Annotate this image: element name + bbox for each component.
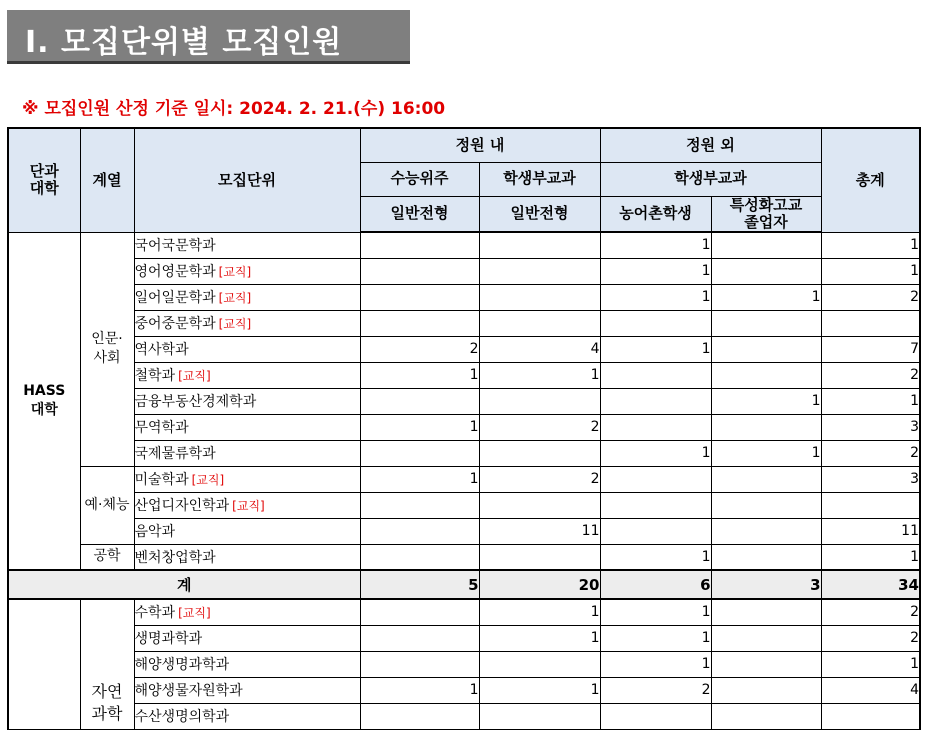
table-row <box>8 518 920 544</box>
suneung-count <box>360 258 479 284</box>
rural-subtotal: 6 <box>600 570 711 599</box>
total-count: 2 <box>821 284 920 310</box>
student-record-count <box>479 284 600 310</box>
suneung-count <box>360 544 479 570</box>
unit-name: 국어국문학과 <box>134 238 216 254</box>
rural-count <box>600 388 711 414</box>
teaching-tag: [교직] <box>191 473 225 487</box>
special-hs-count <box>711 677 821 703</box>
special-hs-count <box>711 599 821 625</box>
header-unit: 모집단위 <box>134 128 360 232</box>
field-cell <box>80 466 134 544</box>
unit-name-cell <box>134 336 360 362</box>
suneung-count <box>360 518 479 544</box>
total-count: 2 <box>821 362 920 388</box>
table-row <box>8 414 920 440</box>
header-general-2: 일반전형 <box>479 196 600 232</box>
student-record-subtotal: 20 <box>479 570 600 599</box>
header-total: 총계 <box>821 128 920 232</box>
rural-count <box>600 703 711 729</box>
suneung-count <box>360 310 479 336</box>
special-hs-count <box>711 703 821 729</box>
teaching-tag: [교직] <box>218 265 252 279</box>
suneung-count: 1 <box>360 677 479 703</box>
table-row <box>8 492 920 518</box>
suneung-count: 1 <box>360 362 479 388</box>
teaching-tag: [교직] <box>178 606 211 621</box>
student-record-count <box>479 544 600 570</box>
teaching-tag: [교직] <box>218 291 252 305</box>
unit-name: 국제물류학과 <box>134 446 216 462</box>
college-name: HASS 대학 <box>23 382 66 418</box>
total-count: 2 <box>821 599 920 625</box>
rural-count <box>600 362 711 388</box>
special-hs-count <box>711 336 821 362</box>
student-record-count: 1 <box>479 362 600 388</box>
suneung-count <box>360 651 479 677</box>
header-special-hs: 특성화고교 졸업자 <box>711 196 821 232</box>
student-record-count <box>479 492 600 518</box>
student-record-count <box>479 651 600 677</box>
suneung-count <box>360 440 479 466</box>
suneung-count <box>360 284 479 310</box>
unit-name-cell <box>134 599 360 625</box>
total-count: 3 <box>821 466 920 492</box>
header-student-record: 학생부교과 <box>479 162 600 196</box>
unit-name-cell <box>134 414 360 440</box>
rural-count <box>600 414 711 440</box>
unit-name-cell <box>134 625 360 651</box>
unit-name-cell <box>134 232 360 258</box>
unit-name: 영어영문학과 <box>134 264 216 280</box>
unit-name: 해양생물자원학과 <box>134 683 243 699</box>
special-hs-count <box>711 232 821 258</box>
rural-count <box>600 310 711 336</box>
total-count: 3 <box>821 414 920 440</box>
total-count: 1 <box>821 651 920 677</box>
header-suneung: 수능위주 <box>360 162 479 196</box>
table-row <box>8 651 920 677</box>
student-record-count <box>479 440 600 466</box>
unit-name-cell <box>134 466 360 492</box>
unit-name: 음악과 <box>134 524 176 540</box>
college-cell <box>8 599 80 729</box>
special-hs-count: 1 <box>711 440 821 466</box>
header-college: 단과 대학 <box>8 128 80 232</box>
total-count: 1 <box>821 232 920 258</box>
table-row <box>8 232 920 258</box>
student-record-count: 2 <box>479 414 600 440</box>
unit-name-cell <box>134 310 360 336</box>
unit-name-cell <box>134 651 360 677</box>
suneung-count: 1 <box>360 466 479 492</box>
subtotal-label: 계 <box>8 570 360 599</box>
unit-name: 수산생명의학과 <box>134 709 230 725</box>
unit-name: 수학과 <box>134 605 176 622</box>
special-hs-count: 1 <box>711 388 821 414</box>
rural-count <box>600 492 711 518</box>
suneung-count <box>360 599 479 625</box>
table-row <box>8 258 920 284</box>
unit-name: 미술학과 <box>134 472 189 488</box>
rural-count <box>600 466 711 492</box>
unit-name-cell <box>134 544 360 570</box>
criteria-notice: ※ 모집인원 산정 기준 일시: 2024. 2. 21.(수) 16:00 <box>22 99 446 119</box>
rural-count <box>600 518 711 544</box>
special-hs-count <box>711 414 821 440</box>
unit-name: 역사학과 <box>134 342 189 358</box>
section-title-banner <box>7 10 410 64</box>
header-general-1: 일반전형 <box>360 196 479 232</box>
total-count: 4 <box>821 677 920 703</box>
table-row <box>8 703 920 729</box>
student-record-count <box>479 703 600 729</box>
unit-name-cell <box>134 284 360 310</box>
header-out-quota: 정원 외 <box>600 128 821 162</box>
unit-name-cell <box>134 703 360 729</box>
teaching-tag: [교직] <box>178 369 211 383</box>
section-title: Ⅰ. 모집단위별 모집인원 <box>25 25 343 60</box>
student-record-count: 4 <box>479 336 600 362</box>
total-count: 7 <box>821 336 920 362</box>
unit-name: 벤처창업학과 <box>134 549 216 566</box>
special-hs-subtotal: 3 <box>711 570 821 599</box>
admission-quota-table <box>7 127 921 730</box>
unit-name-cell <box>134 388 360 414</box>
rural-count: 1 <box>600 599 711 625</box>
total-count: 1 <box>821 258 920 284</box>
field-cell <box>80 544 134 570</box>
table-row <box>8 625 920 651</box>
unit-name-cell <box>134 258 360 284</box>
field-name: 예·체능 <box>84 496 130 513</box>
header-in-quota: 정원 내 <box>360 128 600 162</box>
student-record-count: 11 <box>479 518 600 544</box>
table-header <box>8 128 920 232</box>
special-hs-count <box>711 310 821 336</box>
table-row <box>8 544 920 570</box>
table-body <box>8 232 920 729</box>
student-record-count <box>479 232 600 258</box>
field-cell <box>80 599 134 729</box>
special-hs-count <box>711 625 821 651</box>
header-field: 계열 <box>80 128 134 232</box>
special-hs-count <box>711 544 821 570</box>
unit-name: 무역학과 <box>134 420 189 436</box>
rural-count: 2 <box>600 677 711 703</box>
total-count <box>821 310 920 336</box>
unit-name-cell <box>134 677 360 703</box>
unit-name: 해양생명과학과 <box>134 657 230 673</box>
student-record-count: 1 <box>479 677 600 703</box>
field-cell <box>80 232 134 466</box>
table-row <box>8 466 920 492</box>
total-count <box>821 703 920 729</box>
total-count <box>821 492 920 518</box>
suneung-count <box>360 232 479 258</box>
rural-count: 1 <box>600 232 711 258</box>
rural-count: 1 <box>600 284 711 310</box>
table-row <box>8 440 920 466</box>
student-record-count: 2 <box>479 466 600 492</box>
special-hs-count <box>711 518 821 544</box>
unit-name: 일어일문학과 <box>134 290 216 306</box>
unit-name-cell <box>134 492 360 518</box>
suneung-count: 2 <box>360 336 479 362</box>
suneung-count <box>360 703 479 729</box>
suneung-count <box>360 625 479 651</box>
student-record-count <box>479 310 600 336</box>
unit-name: 산업디자인학과 <box>134 498 230 514</box>
total-count: 11 <box>821 518 920 544</box>
suneung-count: 1 <box>360 414 479 440</box>
special-hs-count <box>711 651 821 677</box>
unit-name-cell <box>134 518 360 544</box>
rural-count: 1 <box>600 258 711 284</box>
rural-count: 1 <box>600 440 711 466</box>
unit-name: 금융부동산경제학과 <box>134 394 257 410</box>
header-student-record-out: 학생부교과 <box>600 162 821 196</box>
student-record-count: 1 <box>479 625 600 651</box>
student-record-count <box>479 258 600 284</box>
special-hs-count <box>711 466 821 492</box>
suneung-count <box>360 388 479 414</box>
rural-count: 1 <box>600 625 711 651</box>
special-hs-count <box>711 362 821 388</box>
table-row <box>8 599 920 625</box>
unit-name: 생명과학과 <box>134 631 203 647</box>
table-row <box>8 310 920 336</box>
unit-name-cell <box>134 440 360 466</box>
student-record-count: 1 <box>479 599 600 625</box>
unit-name: 중어중문학과 <box>134 316 216 332</box>
teaching-tag: [교직] <box>232 499 265 513</box>
special-hs-count <box>711 492 821 518</box>
suneung-count <box>360 492 479 518</box>
student-record-count <box>479 388 600 414</box>
unit-name: 철학과 <box>134 368 176 384</box>
rural-count: 1 <box>600 336 711 362</box>
rural-count: 1 <box>600 651 711 677</box>
field-name: 자연과학 <box>91 682 123 723</box>
special-hs-count: 1 <box>711 284 821 310</box>
field-name: 공학 <box>93 548 121 565</box>
total-count: 2 <box>821 440 920 466</box>
table-row <box>8 284 920 310</box>
subtotal-row <box>8 570 920 599</box>
teaching-tag: [교직] <box>218 317 252 331</box>
total-count: 1 <box>821 544 920 570</box>
header-rural: 농어촌학생 <box>600 196 711 232</box>
table-row <box>8 336 920 362</box>
special-hs-count <box>711 258 821 284</box>
college-cell <box>8 232 80 570</box>
unit-name-cell <box>134 362 360 388</box>
table-row <box>8 362 920 388</box>
table-row <box>8 677 920 703</box>
total-count: 2 <box>821 625 920 651</box>
grand-subtotal: 34 <box>821 570 920 599</box>
rural-count: 1 <box>600 544 711 570</box>
table-row <box>8 388 920 414</box>
field-name: 인문·사회 <box>91 331 123 366</box>
suneung-subtotal: 5 <box>360 570 479 599</box>
total-count: 1 <box>821 388 920 414</box>
